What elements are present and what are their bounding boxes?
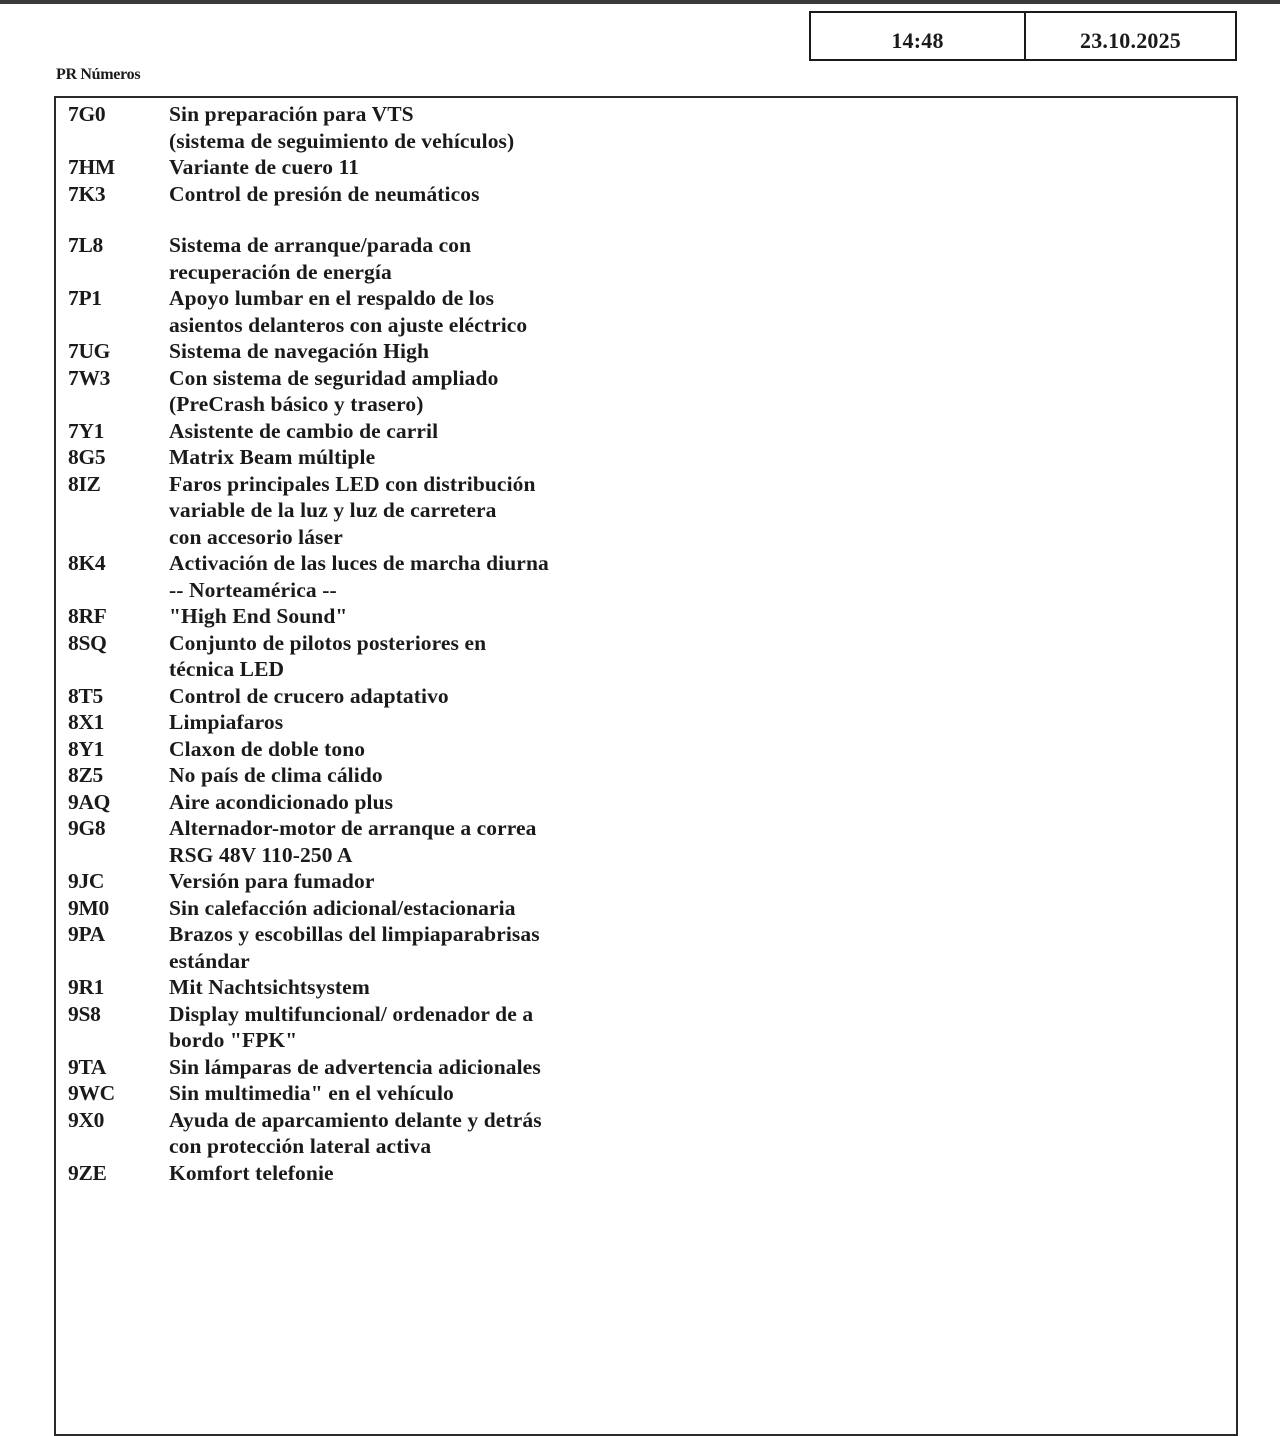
pr-code: 9AQ	[68, 789, 111, 814]
pr-description	[169, 1001, 533, 1054]
header-time: 14:48	[811, 13, 1026, 59]
pr-description-line: variable de la luz y luz de carretera	[169, 498, 497, 522]
pr-code: 9X0	[68, 1107, 105, 1132]
pr-description-line: (sistema de seguimiento de vehículos)	[169, 128, 515, 153]
pr-item	[68, 285, 549, 338]
pr-description-line: Sin lámparas de advertencia adicionales	[169, 1054, 541, 1079]
pr-item	[68, 101, 549, 154]
pr-description	[169, 365, 498, 418]
pr-item	[68, 921, 549, 974]
pr-item	[68, 1001, 549, 1054]
pr-description-line: Conjunto de pilotos posteriores en	[169, 630, 487, 655]
pr-description-line: técnica LED	[169, 657, 285, 681]
pr-description	[169, 868, 374, 895]
pr-description	[169, 762, 383, 789]
pr-item	[68, 630, 549, 683]
pr-code: 9ZE	[68, 1160, 107, 1185]
pr-code: 7K3	[68, 181, 106, 206]
pr-item	[68, 762, 549, 789]
pr-description-line: -- Norteamérica --	[169, 577, 337, 602]
pr-description-line: Variante de cuero 11	[169, 155, 360, 179]
pr-code: 8T5	[68, 683, 103, 708]
pr-code: 8SQ	[68, 630, 107, 655]
pr-code: 7UG	[68, 339, 111, 363]
pr-description	[169, 630, 486, 683]
pr-item	[68, 1054, 549, 1081]
pr-code: 9WC	[68, 1081, 115, 1105]
pr-description-line: bordo "FPK"	[169, 1028, 298, 1052]
pr-description	[169, 736, 365, 763]
pr-description-line: Con sistema de seguridad ampliado	[169, 365, 499, 390]
pr-description	[169, 1107, 542, 1160]
pr-description-line: Versión para fumador	[169, 869, 375, 893]
header-date: 23.10.2025	[1080, 28, 1181, 53]
pr-code: 8RF	[68, 604, 107, 628]
pr-description	[169, 974, 370, 1001]
pr-description-line: asientos delanteros con ajuste eléctrico	[169, 312, 528, 337]
pr-item	[68, 232, 549, 285]
pr-description	[169, 603, 347, 630]
pr-description	[169, 471, 536, 551]
pr-code: 9JC	[68, 869, 105, 893]
pr-description	[169, 709, 283, 736]
pr-code: 8K4	[68, 551, 106, 575]
pr-description-line: Asistente de cambio de carril	[169, 418, 439, 443]
header-box	[809, 11, 1237, 61]
pr-description-line: Komfort telefonie	[169, 1160, 334, 1185]
pr-description-line: Control de presión de neumáticos	[169, 181, 480, 206]
pr-description-line: Sin multimedia" en el vehículo	[169, 1081, 454, 1105]
pr-code: 8X1	[68, 710, 105, 734]
pr-description	[169, 285, 527, 338]
pr-code: 8IZ	[68, 471, 101, 496]
pr-description	[169, 550, 549, 603]
pr-code: 7P1	[68, 286, 102, 310]
pr-description-line: Sin calefacción adicional/estacionaria	[169, 895, 516, 920]
pr-list-box	[54, 96, 1238, 1436]
pr-item	[68, 338, 549, 365]
pr-code: 8Y1	[68, 736, 105, 761]
pr-item	[68, 1080, 549, 1107]
pr-description-line: con protección lateral activa	[169, 1134, 432, 1158]
section-label: PR Números	[56, 66, 141, 83]
pr-description	[169, 338, 429, 365]
pr-description-line: Mit Nachtsichtsystem	[169, 975, 370, 999]
pr-item	[68, 603, 549, 630]
pr-item	[68, 365, 549, 418]
pr-description-line: "High End Sound"	[169, 604, 348, 628]
pr-item	[68, 683, 549, 710]
pr-description	[169, 1054, 541, 1081]
pr-description-line: Faros principales LED con distribución	[169, 471, 536, 496]
pr-description-line: No país de clima cálido	[169, 763, 383, 787]
pr-code: 7HM	[68, 155, 115, 179]
pr-description-line: RSG 48V 110-250 A	[169, 842, 353, 867]
pr-description-line: estándar	[169, 948, 250, 973]
pr-description-line: Sistema de arranque/parada con	[169, 233, 472, 257]
pr-code: 8G5	[68, 445, 106, 469]
pr-description-line: Limpiafaros	[169, 710, 284, 734]
pr-item	[68, 550, 549, 603]
pr-item	[68, 974, 549, 1001]
pr-item	[68, 789, 549, 816]
pr-item	[68, 418, 549, 445]
pr-description	[169, 181, 480, 208]
pr-code: 7W3	[68, 365, 111, 390]
pr-description-line: Activación de las luces de marcha diurna	[169, 551, 549, 575]
pr-description-line: Sin preparación para VTS	[169, 102, 414, 126]
pr-description-line: Ayuda de aparcamiento delante y detrás	[169, 1107, 542, 1132]
pr-item	[68, 736, 549, 763]
pr-description-line: (PreCrash básico y trasero)	[169, 392, 424, 416]
pr-description-line: Alternador-motor de arranque a correa	[169, 816, 537, 840]
window-top-bar	[0, 0, 1280, 4]
pr-description	[169, 418, 438, 445]
pr-description-line: con accesorio láser	[169, 524, 343, 549]
pr-item	[68, 154, 549, 181]
pr-description-line: Control de crucero adaptativo	[169, 683, 449, 708]
pr-description	[169, 815, 537, 868]
pr-item	[68, 1107, 549, 1160]
pr-description	[169, 895, 516, 922]
pr-code: 9TA	[68, 1054, 107, 1079]
pr-code: 9M0	[68, 895, 109, 920]
pr-description	[169, 154, 359, 181]
pr-item	[68, 444, 549, 471]
pr-code: 9R1	[68, 975, 105, 999]
pr-description	[169, 789, 393, 816]
pr-description	[169, 101, 514, 154]
pr-description	[169, 1080, 454, 1107]
pr-description-line: recuperación de energía	[169, 259, 392, 284]
pr-description	[169, 1160, 334, 1187]
pr-description-line: Brazos y escobillas del limpiaparabrisas	[169, 922, 540, 946]
pr-description-line: Sistema de navegación High	[169, 339, 430, 363]
pr-list	[68, 101, 549, 1186]
pr-code: 9G8	[68, 816, 106, 840]
pr-code: 7Y1	[68, 418, 105, 443]
pr-item	[68, 895, 549, 922]
pr-item	[68, 815, 549, 868]
pr-code: 8Z5	[68, 763, 103, 787]
pr-item	[68, 471, 549, 551]
pr-description-line: Apoyo lumbar en el respaldo de los	[169, 286, 495, 310]
pr-description-line: Matrix Beam múltiple	[169, 445, 376, 469]
pr-item	[68, 1160, 549, 1187]
pr-item	[68, 181, 549, 208]
pr-description-line: Aire acondicionado plus	[169, 789, 394, 814]
pr-description-line: Claxon de doble tono	[169, 736, 366, 761]
pr-description	[169, 683, 449, 710]
pr-description	[169, 232, 471, 285]
pr-description	[169, 921, 540, 974]
pr-item	[68, 709, 549, 736]
pr-description	[169, 444, 375, 471]
pr-code: 9PA	[68, 922, 105, 946]
pr-code: 7G0	[68, 102, 106, 126]
pr-description-line: Display multifuncional/ ordenador de a	[169, 1001, 534, 1026]
pr-item	[68, 868, 549, 895]
pr-code: 9S8	[68, 1001, 101, 1026]
pr-code: 7L8	[68, 233, 103, 257]
